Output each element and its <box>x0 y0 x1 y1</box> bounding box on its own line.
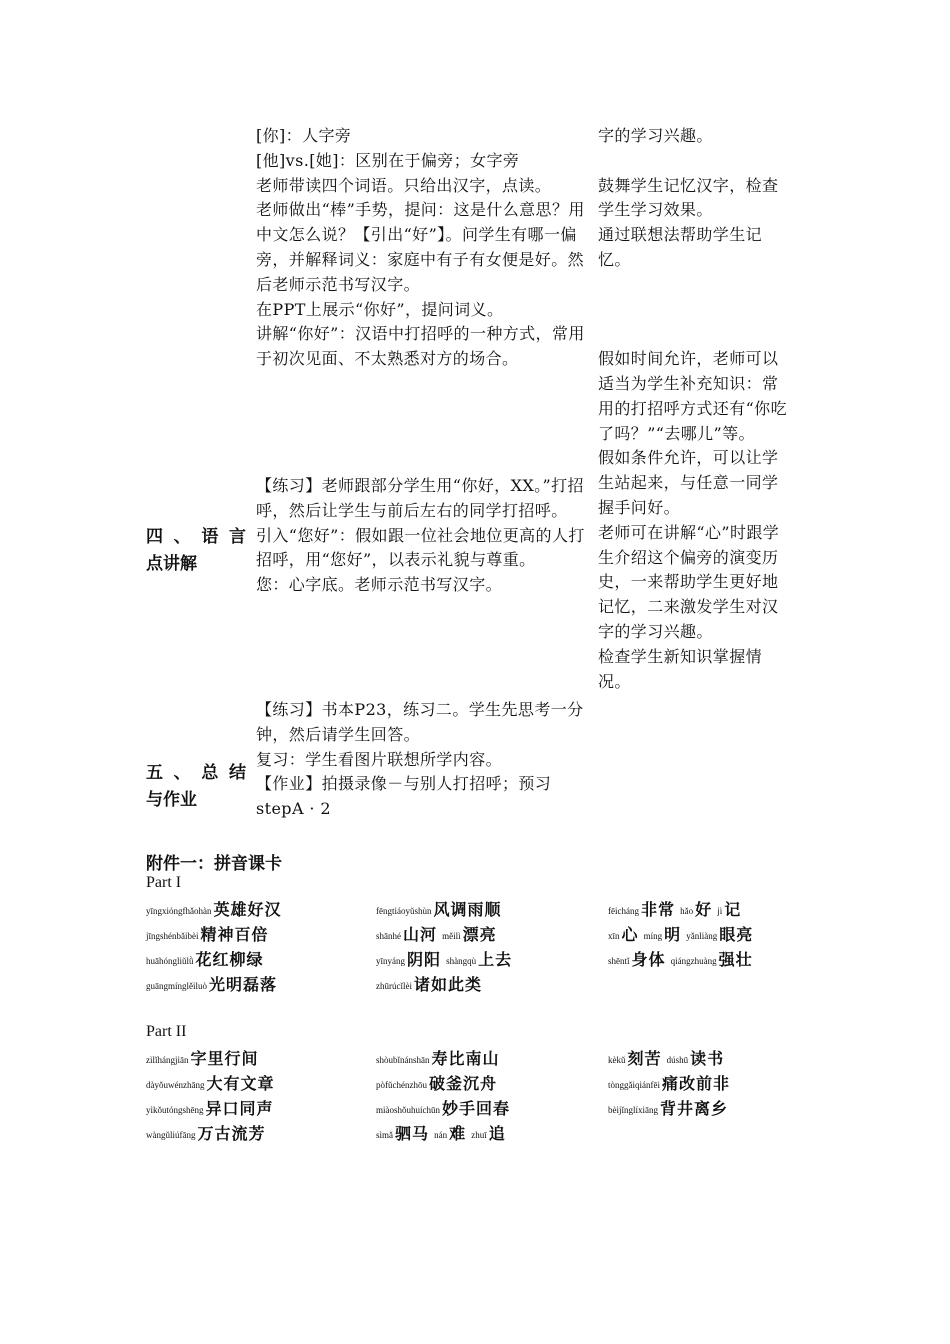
hanzi-text: 背井离乡 <box>660 1099 729 1118</box>
activity-text: [你]：人字旁 <box>256 126 352 145</box>
activity-text: 您：心字底。老师示范书写汉字。 <box>256 575 503 595</box>
pinyin-text: bèijǐnglíxiāng <box>608 1105 658 1115</box>
hanzi-text: 妙手回春 <box>442 1099 511 1118</box>
hanzi-text: 阴阳 <box>407 950 442 969</box>
part2-label: Part II <box>146 1023 187 1040</box>
pinyin-text: shānhé <box>376 931 401 941</box>
hanzi-text: 强壮 <box>718 950 753 969</box>
pinyin-text: wàngǔliúfāng <box>146 1130 196 1140</box>
pinyin-card-entry <box>146 897 282 923</box>
pinyin-text: sìmǎ <box>376 1130 393 1140</box>
pinyin-card-entry <box>146 1071 275 1097</box>
pinyin-text: jīngshénbǎibèi <box>146 931 199 941</box>
pinyin-text: shòubǐnánshān <box>376 1055 430 1065</box>
hanzi-text: 诸如此类 <box>413 975 482 994</box>
pinyin-text: zìlǐhángjiān <box>146 1055 189 1065</box>
pinyin-text: yìkǒutóngshēng <box>146 1105 204 1115</box>
purpose-text: 假如时间允许，老师可以适当为学生补充知识：常用的打招呼方式还有“你吃了吗？”“去哪儿”等。 <box>598 349 787 443</box>
pinyin-card-entry <box>376 1096 510 1122</box>
hanzi-text: 刻苦 <box>627 1049 662 1068</box>
hanzi-text: 英雄好汉 <box>213 900 282 919</box>
hanzi-text: 上去 <box>478 950 513 969</box>
purpose-text: 老师可在讲解“心”时跟学生介绍这个偏旁的演变历史，一来帮助学生更好地记忆，二来激发学生对汉字的学习兴趣。 <box>598 522 780 641</box>
activity-text: 在PPT上展示“你好”，提问词义。 <box>256 299 504 319</box>
pinyin-card-entry <box>608 922 753 948</box>
hanzi-text: 非常 <box>640 900 675 919</box>
hanzi-text: 风调雨顺 <box>433 900 502 919</box>
hanzi-text: 难 <box>449 1124 467 1143</box>
pinyin-text: zhuī <box>471 1130 487 1140</box>
pinyin-text: jì <box>717 906 723 916</box>
hanzi-text: 好 <box>695 900 713 919</box>
activity-text: 【练习】老师跟部分学生用“你好，XX。”打招呼，然后让学生与前后左右的同学打招呼。 <box>256 476 584 520</box>
activity-text: 引入“您好”：假如跟一位社会地位更高的人打招呼，用“您好”，以表示礼貌与尊重。 <box>256 525 585 570</box>
pinyin-card-entry <box>376 922 497 948</box>
hanzi-text: 明 <box>664 925 682 944</box>
activity-text: [他]vs.[她]：区别在于偏旁；女字旁 <box>256 150 520 170</box>
appendix-title: 附件一：拼音课卡 <box>146 854 282 874</box>
hanzi-text: 追 <box>488 1124 506 1143</box>
pinyin-text: míng <box>643 931 663 941</box>
hanzi-text: 痛改前非 <box>661 1074 730 1093</box>
stage-label-5 <box>146 760 246 814</box>
pinyin-card-entry <box>146 1096 274 1122</box>
pinyin-card-entry <box>608 1096 728 1122</box>
pinyin-card-entry <box>608 1046 724 1072</box>
pinyin-text: miàoshǒuhuíchūn <box>376 1105 440 1115</box>
purpose-text: 假如条件允许，可以让学生站起来，与任意一同学握手问好。 <box>598 448 779 517</box>
activity-column-stage5 <box>256 698 586 822</box>
stage-label-line: 四、语言 <box>146 527 246 547</box>
pinyin-card-entry <box>146 947 264 973</box>
pinyin-card-entry <box>376 972 482 998</box>
pinyin-text: hǎo <box>680 906 694 916</box>
stage-label-4 <box>146 524 246 578</box>
hanzi-text: 光明磊落 <box>209 975 278 994</box>
pinyin-text: nán <box>434 1130 448 1140</box>
pinyin-text: yīnyáng <box>376 956 405 966</box>
pinyin-text: xīn <box>608 931 620 941</box>
hanzi-text: 记 <box>724 900 742 919</box>
pinyin-card-entry <box>608 1071 730 1097</box>
pinyin-text: guāngmínglěiluò <box>146 981 207 991</box>
purpose-text: 鼓舞学生记忆汉字，检查学生学习效果。 <box>598 175 779 220</box>
pinyin-card-entry <box>376 947 512 973</box>
pinyin-text: yīngxióngfhǎohàn <box>146 906 212 916</box>
part1-label: Part I <box>146 874 182 891</box>
pinyin-card-entry <box>146 922 269 948</box>
pinyin-card-entry <box>376 1071 497 1097</box>
activity-text: 【作业】拍摄录像－与别人打招呼；预习 stepA · 2 <box>256 774 552 819</box>
pinyin-text: fēngtiáoyǔshùn <box>376 906 432 916</box>
pinyin-card-entry <box>146 972 277 998</box>
pinyin-text: shēntǐ <box>608 956 630 966</box>
purpose-text: 通过联想法帮助学生记忆。 <box>598 225 763 269</box>
hanzi-text: 破釜沉舟 <box>428 1074 497 1093</box>
pinyin-text: dúshū <box>666 1055 689 1065</box>
pinyin-text: qiángzhuàng <box>670 956 717 966</box>
hanzi-text: 花红柳绿 <box>195 950 264 969</box>
hanzi-text: 山河 <box>403 925 438 944</box>
pinyin-card-entry <box>376 1121 506 1147</box>
activity-text: 老师带读四个词语。只给出汉字，点读。 <box>256 175 552 195</box>
hanzi-text: 字里行间 <box>190 1049 259 1068</box>
pinyin-text: pòfǔchénzhōu <box>376 1080 427 1090</box>
hanzi-text: 大有文章 <box>206 1074 275 1093</box>
pinyin-text: yǎnliàng <box>686 931 718 941</box>
hanzi-text: 异口同声 <box>205 1099 274 1118</box>
pinyin-text: shàngqù <box>446 956 477 966</box>
purpose-text: 字的学习兴趣。 <box>598 126 713 145</box>
stage-label-line: 点讲解 <box>146 554 197 574</box>
activity-column-top <box>256 124 586 372</box>
activity-text: 讲解“你好”：汉语中打招呼的一种方式，常用于初次见面、不太熟悉对方的场合。 <box>256 324 585 369</box>
pinyin-card-entry <box>146 1121 266 1147</box>
pinyin-text: huāhóngliǔlǜ <box>146 956 194 966</box>
hanzi-text: 漂亮 <box>462 925 497 944</box>
hanzi-text: 万古流芳 <box>197 1124 266 1143</box>
pinyin-text: dàyǒuwénzhāng <box>146 1080 205 1090</box>
hanzi-text: 驷马 <box>395 1124 430 1143</box>
pinyin-text: fēicháng <box>608 906 639 916</box>
pinyin-card-entry <box>376 897 502 923</box>
activity-text: 老师做出“棒”手势，提问：这是什么意思？用中文怎么说？【引出“好”】。问学生有哪一偏旁，并解释词义：家庭中有子有女便是好。然后老师示范书写汉字。 <box>256 200 585 294</box>
activity-column-stage4 <box>256 474 586 598</box>
stage-label-line: 与作业 <box>146 790 197 810</box>
stage-label-line: 五、总结 <box>146 763 246 783</box>
pinyin-text: měilì <box>442 931 461 941</box>
hanzi-text: 心 <box>621 925 639 944</box>
pinyin-card-entry <box>608 947 753 973</box>
hanzi-text: 寿比南山 <box>431 1049 500 1068</box>
pinyin-card-entry <box>608 897 741 923</box>
hanzi-text: 身体 <box>631 950 666 969</box>
pinyin-text: tònggǎiqiánfēi <box>608 1080 660 1090</box>
pinyin-card-entry <box>146 1046 259 1072</box>
purpose-text: 检查学生新知识掌握情况。 <box>598 646 763 691</box>
pinyin-text: zhūrúcǐlèi <box>376 981 412 991</box>
hanzi-text: 眼亮 <box>719 925 754 944</box>
activity-text: 【练习】书本P23，练习二。学生先思考一分钟，然后请学生回答。 <box>256 700 584 744</box>
pinyin-text: kèkǔ <box>608 1055 626 1065</box>
hanzi-text: 读书 <box>690 1049 725 1068</box>
pinyin-card-entry <box>376 1046 500 1072</box>
purpose-column <box>598 124 794 694</box>
activity-text: 复习：学生看图片联想所学内容。 <box>256 749 503 769</box>
hanzi-text: 精神百倍 <box>200 925 269 944</box>
